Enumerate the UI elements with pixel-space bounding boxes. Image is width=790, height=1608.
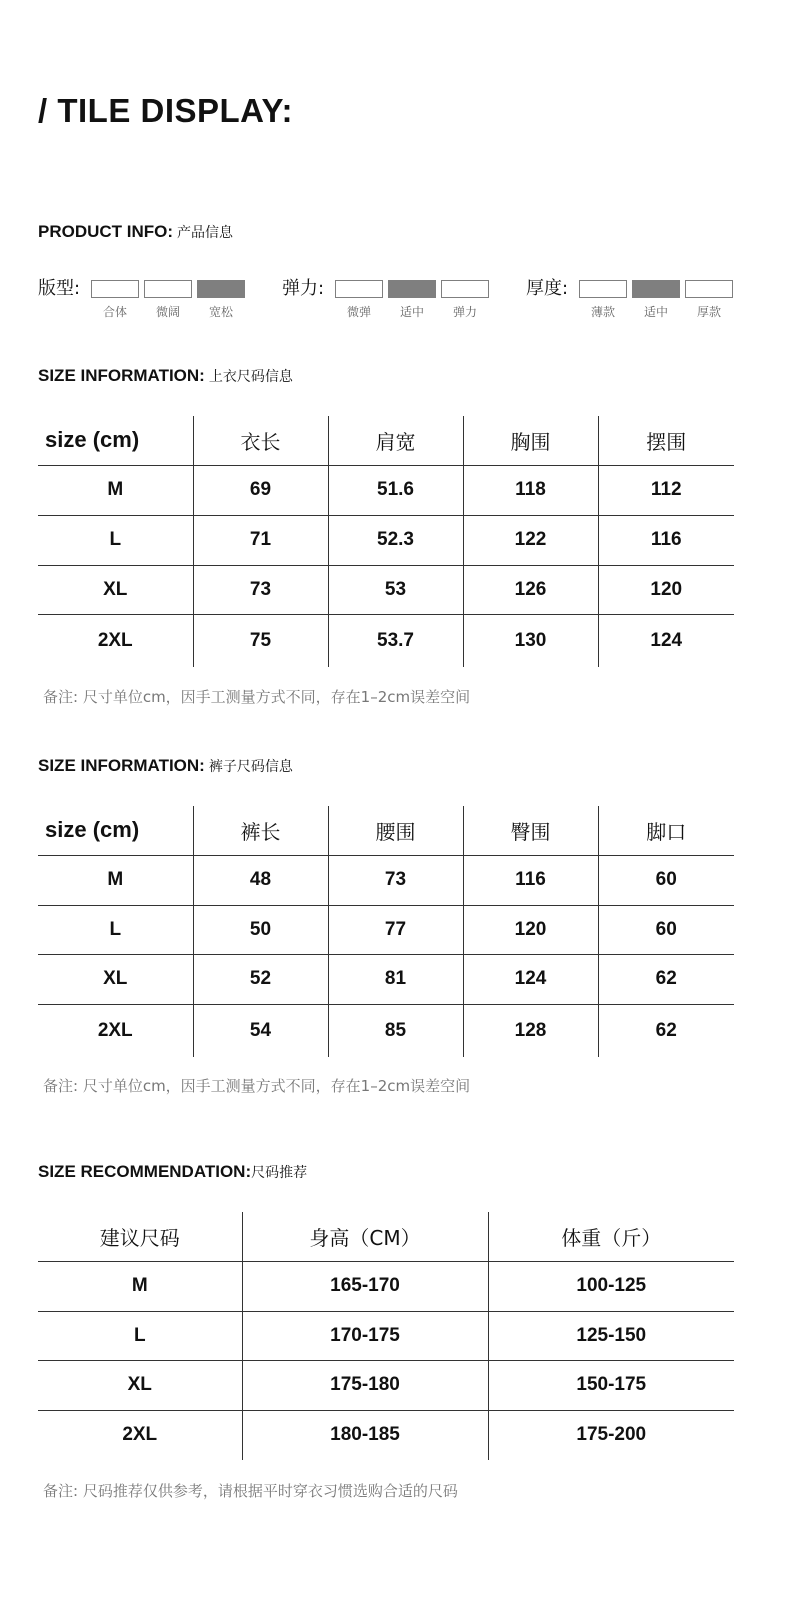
table-row [38, 1261, 734, 1311]
weight-cell: 150-175 [488, 1360, 734, 1410]
table-cell: 62 [598, 1004, 734, 1057]
size-cell: L [38, 1311, 242, 1360]
table-cell: 73 [328, 855, 463, 905]
pants-size-note: 备注: 尺寸单位cm，因手工测量方式不同，存在1–2cm误差空间 [43, 1077, 471, 1095]
table-cell: 62 [598, 954, 734, 1004]
attribute-option: 薄款 [590, 305, 615, 319]
top-size-heading [38, 366, 293, 386]
weight-cell: 100-125 [488, 1261, 734, 1311]
table-cell: 50 [193, 905, 328, 954]
column-header: 身高（CM） [242, 1212, 488, 1261]
table-header-row [38, 416, 734, 465]
attribute-box [441, 280, 489, 298]
table-cell: 116 [598, 515, 734, 565]
size-cell: M [38, 465, 193, 515]
column-header: size (cm) [38, 806, 193, 855]
table-row [38, 565, 734, 614]
column-header: 建议尺码 [38, 1212, 242, 1261]
top-size-heading-zh: 上衣尺码信息 [208, 369, 293, 385]
table-cell: 73 [193, 565, 328, 614]
table-row [38, 465, 734, 515]
table-cell: 54 [193, 1004, 328, 1057]
attribute-label: 版型: [38, 278, 81, 299]
table-row [38, 1410, 734, 1460]
table-cell: 81 [328, 954, 463, 1004]
attribute-option: 宽松 [208, 305, 233, 319]
attribute-option: 合体 [102, 305, 127, 319]
size-cell: 2XL [97, 629, 133, 651]
table-row [38, 905, 734, 954]
height-cell: 175-180 [242, 1360, 488, 1410]
pants-size-heading-en: SIZE INFORMATION: [38, 756, 205, 775]
top-size-table [38, 416, 734, 667]
product-attributes [38, 272, 758, 332]
column-header: 裤长 [193, 806, 328, 855]
table-cell: 122 [463, 515, 598, 565]
attribute-option: 微弹 [346, 305, 371, 319]
pants-size-heading [38, 756, 293, 776]
column-header: 腰围 [328, 806, 463, 855]
attribute-box [144, 280, 192, 298]
attribute-label: 厚度: [526, 278, 569, 299]
table-row [38, 1311, 734, 1360]
table-cell: 130 [463, 614, 598, 667]
page-title: / TILE DISPLAY: [38, 92, 294, 129]
table-cell: 52 [193, 954, 328, 1004]
attribute-box [335, 280, 383, 298]
table-cell: 48 [193, 855, 328, 905]
recommendation-heading-zh: 尺码推荐 [251, 1165, 308, 1181]
product-info-heading [38, 222, 233, 242]
table-row [38, 515, 734, 565]
table-cell: 120 [463, 905, 598, 954]
size-cell: XL [38, 1360, 242, 1410]
weight-cell: 125-150 [488, 1311, 734, 1360]
table-cell: 118 [463, 465, 598, 515]
column-header: 体重（斤） [488, 1212, 734, 1261]
column-header: size (cm) [38, 416, 193, 465]
height-cell: 170-175 [242, 1311, 488, 1360]
recommendation-heading-en: SIZE RECOMMENDATION: [38, 1162, 252, 1181]
table-cell: 71 [193, 515, 328, 565]
column-header: 摆围 [598, 416, 734, 465]
table-row [38, 614, 734, 667]
product-info-heading-en: PRODUCT INFO: [38, 222, 174, 241]
recommendation-heading [38, 1162, 307, 1182]
product-info-heading-zh: 产品信息 [177, 225, 234, 241]
table-cell: 126 [463, 565, 598, 614]
table-cell: 51.6 [328, 465, 463, 515]
attribute-box [685, 280, 733, 298]
table-cell: 128 [463, 1004, 598, 1057]
table-cell: 60 [598, 855, 734, 905]
height-cell: 180-185 [242, 1410, 488, 1460]
column-header: 臀围 [463, 806, 598, 855]
column-header: 胸围 [463, 416, 598, 465]
column-header: 衣长 [193, 416, 328, 465]
table-cell: 112 [598, 465, 734, 515]
size-cell: 2XL [122, 1424, 158, 1446]
pants-size-heading-zh: 裤子尺码信息 [208, 759, 293, 775]
table-header-row [38, 1212, 734, 1261]
attribute-box [579, 280, 627, 298]
table-cell: 60 [598, 905, 734, 954]
attribute-option: 微阔 [155, 305, 180, 319]
size-cell: 2XL [97, 1019, 133, 1041]
table-cell: 69 [193, 465, 328, 515]
table-cell: 85 [328, 1004, 463, 1057]
pants-size-table [38, 806, 734, 1057]
table-cell: 53 [328, 565, 463, 614]
size-cell: L [38, 515, 193, 565]
table-cell: 124 [463, 954, 598, 1004]
top-size-note: 备注: 尺寸单位cm，因手工测量方式不同，存在1–2cm误差空间 [43, 688, 471, 706]
table-cell: 116 [463, 855, 598, 905]
attribute-option: 弹力 [452, 305, 477, 319]
size-cell: M [38, 855, 193, 905]
attribute-option: 厚款 [696, 305, 721, 319]
attribute-box [632, 280, 680, 298]
table-cell: 75 [193, 614, 328, 667]
table-row [38, 1004, 734, 1057]
weight-cell: 175-200 [488, 1410, 734, 1460]
table-row [38, 855, 734, 905]
attribute-label: 弹力: [282, 278, 325, 299]
table-cell: 124 [598, 614, 734, 667]
table-header-row [38, 806, 734, 855]
attribute-box [91, 280, 139, 298]
size-cell: XL [38, 565, 193, 614]
column-header: 脚口 [598, 806, 734, 855]
table-cell: 52.3 [328, 515, 463, 565]
attribute-box [197, 280, 245, 298]
height-cell: 165-170 [242, 1261, 488, 1311]
table-cell: 53.7 [328, 614, 463, 667]
table-row [38, 954, 734, 1004]
table-row [38, 1360, 734, 1410]
attribute-option: 适中 [399, 305, 424, 319]
table-cell: 77 [328, 905, 463, 954]
column-header: 肩宽 [328, 416, 463, 465]
recommendation-note: 备注: 尺码推荐仅供参考，请根据平时穿衣习惯选购合适的尺码 [43, 1482, 458, 1500]
top-size-heading-en: SIZE INFORMATION: [38, 366, 205, 385]
size-cell: M [38, 1261, 242, 1311]
attribute-box [388, 280, 436, 298]
size-cell: L [38, 905, 193, 954]
attribute-option: 适中 [643, 305, 668, 319]
table-cell: 120 [598, 565, 734, 614]
size-cell: XL [38, 954, 193, 1004]
recommendation-table [38, 1212, 734, 1460]
